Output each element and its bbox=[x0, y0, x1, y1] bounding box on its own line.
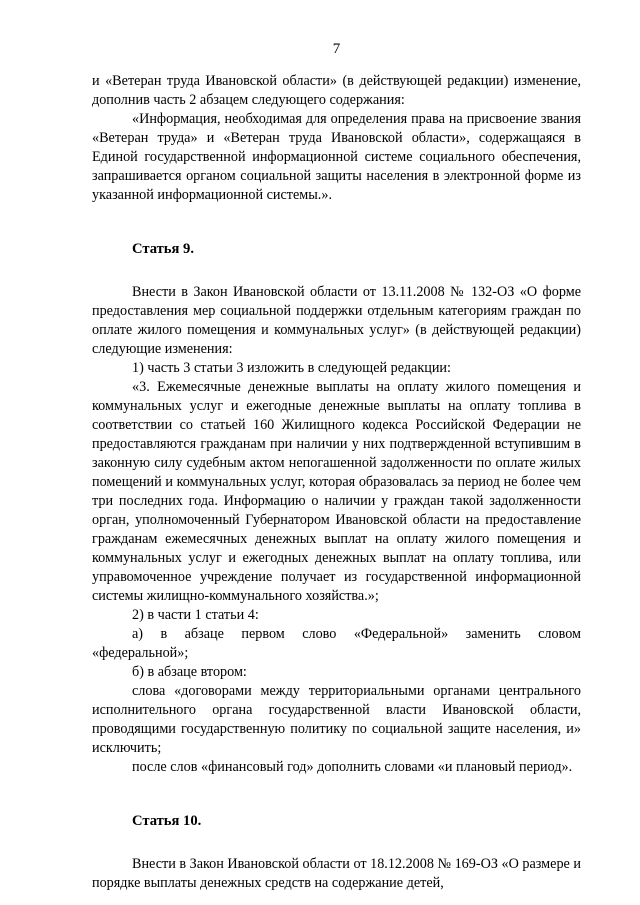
article-10-paragraph-1: Внести в Закон Ивановской области от 18.12.2008 № 169-ОЗ «О размере и порядке выплаты денежных средств на содержание детей, bbox=[92, 856, 581, 891]
article-9-paragraph-6: б) в абзаце втором: bbox=[132, 664, 247, 680]
article-9-paragraph-7: слова «договорами между территориальными органами центрального исполнительного органа государственной власти Ивановской области, проводящими государственную политику по социальной защите населения, и» исключить; bbox=[92, 683, 581, 756]
intro-paragraph-2: «Информация, необходимая для определения права на присвоение звания «Ветеран труда» и «Ветеран труда Ивановской области», содержащаяся в Единой государственной информационной системе социального обеспечения, запрашивается органом социальной защиты населения в электронной форме из указанной информационной системы.». bbox=[92, 111, 581, 203]
article-9-paragraph-3: «3. Ежемесячные денежные выплаты на оплату жилого помещения и коммунальных услуг и ежегодные денежные выплаты на оплату топлива в соответствии со статьей 160 Жилищного кодекса Российской Федерации не предоставляются гражданам при наличии у них подтвержденной вступившим в законную силу судебным актом непогашенной задолженности по оплате жилых помещений и коммунальных услуг, которая образовалась за период не более чем три последних года. Информацию о наличии у граждан такой задолженности орган, уполномоченный Губернатором Ивановской области на предоставление гражданам ежемесячных денежных выплат на оплату жилого помещения и коммунальных услуг и ежегодных денежных выплат на оплату топлива, или управомоченное учреждение получает из государственной информационной системы жилищно-коммунального хозяйства.»; bbox=[92, 379, 581, 604]
article-9-paragraph-1: Внести в Закон Ивановской области от 13.11.2008 № 132-ОЗ «О форме предоставления мер социальной поддержки отдельным категориям граждан по оплате жилого помещения и коммунальных услуг» (в действующей редакции) следующие изменения: bbox=[92, 284, 581, 357]
article-10-title: Статья 10. bbox=[132, 813, 202, 829]
intro-paragraph-1: и «Ветеран труда Ивановской области» (в действующей редакции) изменение, дополнив часть 2 абзацем следующего содержания: bbox=[92, 73, 581, 108]
article-9-paragraph-8: после слов «финансовый год» дополнить словами «и плановый период». bbox=[132, 759, 573, 775]
document-body bbox=[92, 72, 581, 893]
article-9-paragraph-2: 1) часть 3 статьи 3 изложить в следующей редакции: bbox=[132, 360, 451, 376]
article-9-paragraph-4: 2) в части 1 статьи 4: bbox=[132, 607, 259, 623]
page-number: 7 bbox=[332, 41, 341, 57]
article-9-paragraph-5: а) в абзаце первом слово «Федеральной» заменить словом «федеральной»; bbox=[92, 626, 581, 661]
article-9-title: Статья 9. bbox=[132, 241, 194, 257]
